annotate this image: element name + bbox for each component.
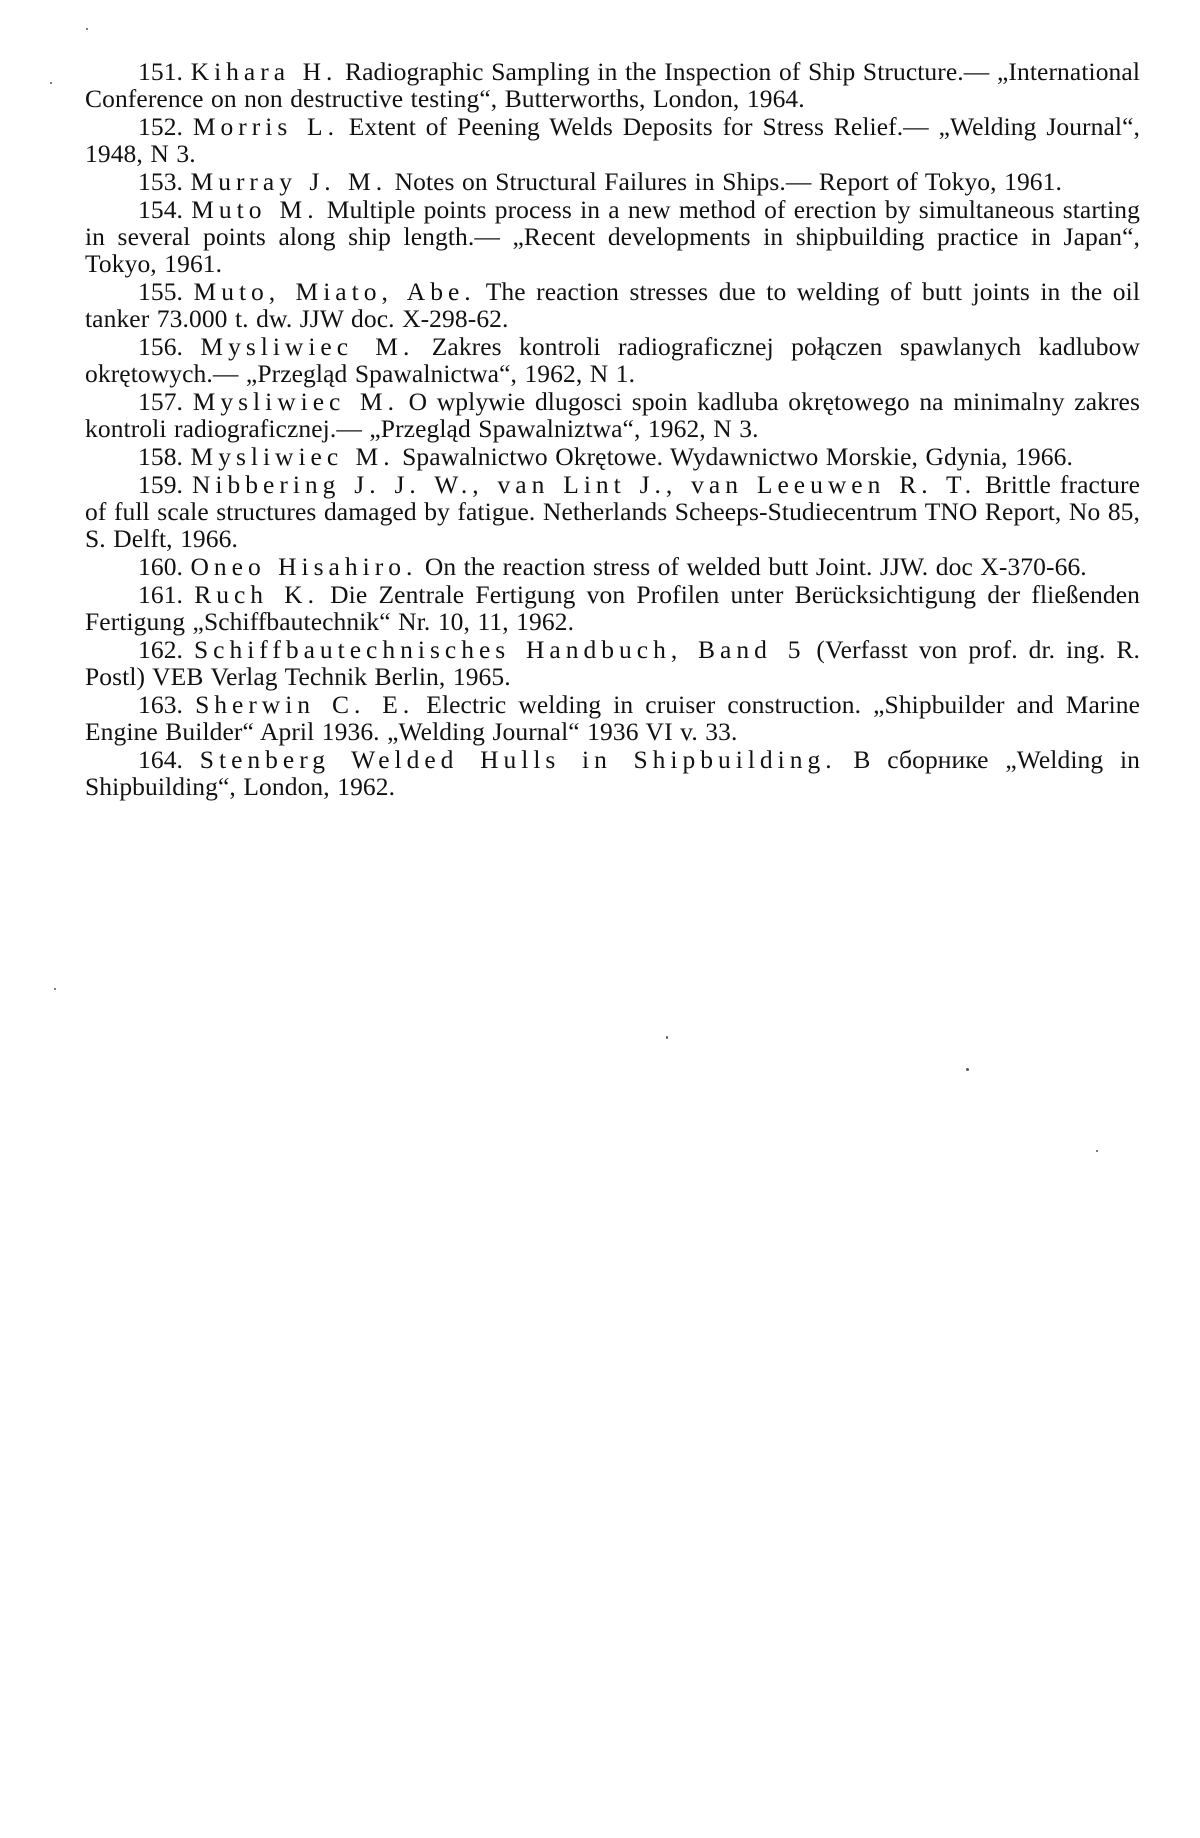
reference-author: Schiffbautechnisches Handbuch, Band 5 bbox=[193, 635, 806, 664]
scan-speck bbox=[666, 1036, 668, 1039]
reference-161 bbox=[85, 581, 1140, 635]
reference-author: Oneo Hisahiro. bbox=[190, 552, 418, 581]
reference-author: Sherwin C. E. bbox=[195, 690, 415, 719]
reference-number: 158. bbox=[138, 442, 184, 471]
reference-author: Muto, Miato, Abe. bbox=[193, 277, 476, 306]
reference-156 bbox=[85, 333, 1140, 387]
reference-author: Murray J. M. bbox=[190, 167, 388, 196]
reference-text: Radiographic Sampling in the Inspection of Ship Structure.— „International Conference on non destructive testing“, Butterworths, London, 1964. bbox=[85, 57, 1141, 113]
reference-160 bbox=[85, 553, 1140, 580]
reference-author: Morris L. bbox=[192, 112, 339, 141]
reference-text: (Verfasst von prof. dr. ing. R. Postl) VEB Verlag Technik Berlin, 1965. bbox=[85, 635, 1140, 691]
reference-155 bbox=[85, 278, 1140, 332]
reference-162 bbox=[85, 636, 1140, 690]
reference-number: 154. bbox=[138, 195, 184, 224]
reference-number: 152. bbox=[138, 112, 184, 141]
reference-text: Brittle fracture of full scale structures damaged by fatigue. Netherlands Scheeps-Studiecentrum TNO Report, No 85, S. Delft, 1966. bbox=[85, 470, 1140, 553]
reference-author: Kihara H. bbox=[190, 57, 338, 86]
reference-number: 160. bbox=[138, 552, 184, 581]
reference-text: В сборнике „Welding in Shipbuilding“, London, 1962. bbox=[85, 745, 1140, 801]
reference-number: 159. bbox=[138, 470, 184, 499]
scan-speck bbox=[1096, 1150, 1098, 1152]
reference-164 bbox=[85, 746, 1140, 800]
reference-number: 153. bbox=[138, 167, 184, 196]
reference-text: Die Zentrale Fertigung von Profilen unter Berücksichtigung der fließenden Fertigung „Schiffbautechnik“ Nr. 10, 11, 1962. bbox=[85, 580, 1140, 636]
reference-number: 155. bbox=[138, 277, 184, 306]
reference-number: 161. bbox=[138, 580, 184, 609]
reference-text: The reaction stresses due to welding of butt joints in the oil tanker 73.000 t. dw. JJW doc. X-298-62. bbox=[85, 277, 1141, 333]
reference-author: Stenberg Welded Hulls in Shipbuilding. bbox=[199, 745, 837, 774]
reference-number: 156. bbox=[138, 332, 184, 361]
bibliography-page bbox=[85, 58, 1140, 801]
reference-number: 151. bbox=[138, 57, 184, 86]
reference-151 bbox=[85, 58, 1140, 112]
reference-text: Electric welding in cruiser construction. „Shipbuilder and Marine Engine Builder“ April 1936. „Welding Journal“ 1936 VI v. 33. bbox=[85, 690, 1141, 746]
reference-154 bbox=[85, 196, 1140, 277]
reference-number: 157. bbox=[138, 387, 184, 416]
reference-number: 162. bbox=[138, 635, 184, 664]
reference-author: Mysliwiec M. bbox=[190, 442, 395, 471]
reference-text: O wplywie dlugosci spoin kadluba okrętowego na minimalny zakres kontroli radiograficznej.— „Przegląd Spawalniztwa“, 1962, N 3. bbox=[85, 387, 1140, 443]
reference-text: Notes on Structural Failures in Ships.— Report of Tokyo, 1961. bbox=[394, 167, 1062, 196]
reference-159 bbox=[85, 471, 1140, 552]
reference-157 bbox=[85, 388, 1140, 442]
reference-author: Mysliwiec M. bbox=[192, 387, 399, 416]
reference-author: Muto M. bbox=[191, 195, 319, 224]
reference-153 bbox=[85, 168, 1140, 195]
scan-speck bbox=[86, 28, 88, 30]
reference-text: Zakres kontroli radiograficznej połączen spawlanych kadlubow okrętowych.— „Przegląd Spawalnictwa“, 1962, N 1. bbox=[85, 332, 1140, 388]
reference-author: Ruch K. bbox=[194, 580, 319, 609]
reference-158 bbox=[85, 443, 1140, 470]
reference-author: Mysliwiec M. bbox=[200, 332, 415, 361]
reference-number: 164. bbox=[138, 745, 184, 774]
reference-text: Multiple points process in a new method of erection by simultaneous starting in several points along ship length.— „Recent developments in shipbuilding practice in Japan“, Tokyo, 1961. bbox=[85, 195, 1140, 278]
reference-text: Spawalnictwo Okrętowe. Wydawnictwo Morskie, Gdynia, 1966. bbox=[402, 442, 1073, 471]
scan-speck bbox=[50, 82, 52, 84]
reference-number: 163. bbox=[138, 690, 184, 719]
reference-text: On the reaction stress of welded butt Joint. JJW. doc X-370-66. bbox=[424, 552, 1087, 581]
reference-author: Nibbering J. J. W., van Lint J., van Leeuwen R. T. bbox=[192, 470, 977, 499]
scan-speck bbox=[966, 1068, 969, 1071]
reference-163 bbox=[85, 691, 1140, 745]
scan-speck bbox=[54, 988, 56, 990]
reference-152 bbox=[85, 113, 1140, 167]
reference-text: Extent of Peening Welds Deposits for Stress Relief.— „Welding Journal“, 1948, N 3. bbox=[85, 112, 1140, 168]
